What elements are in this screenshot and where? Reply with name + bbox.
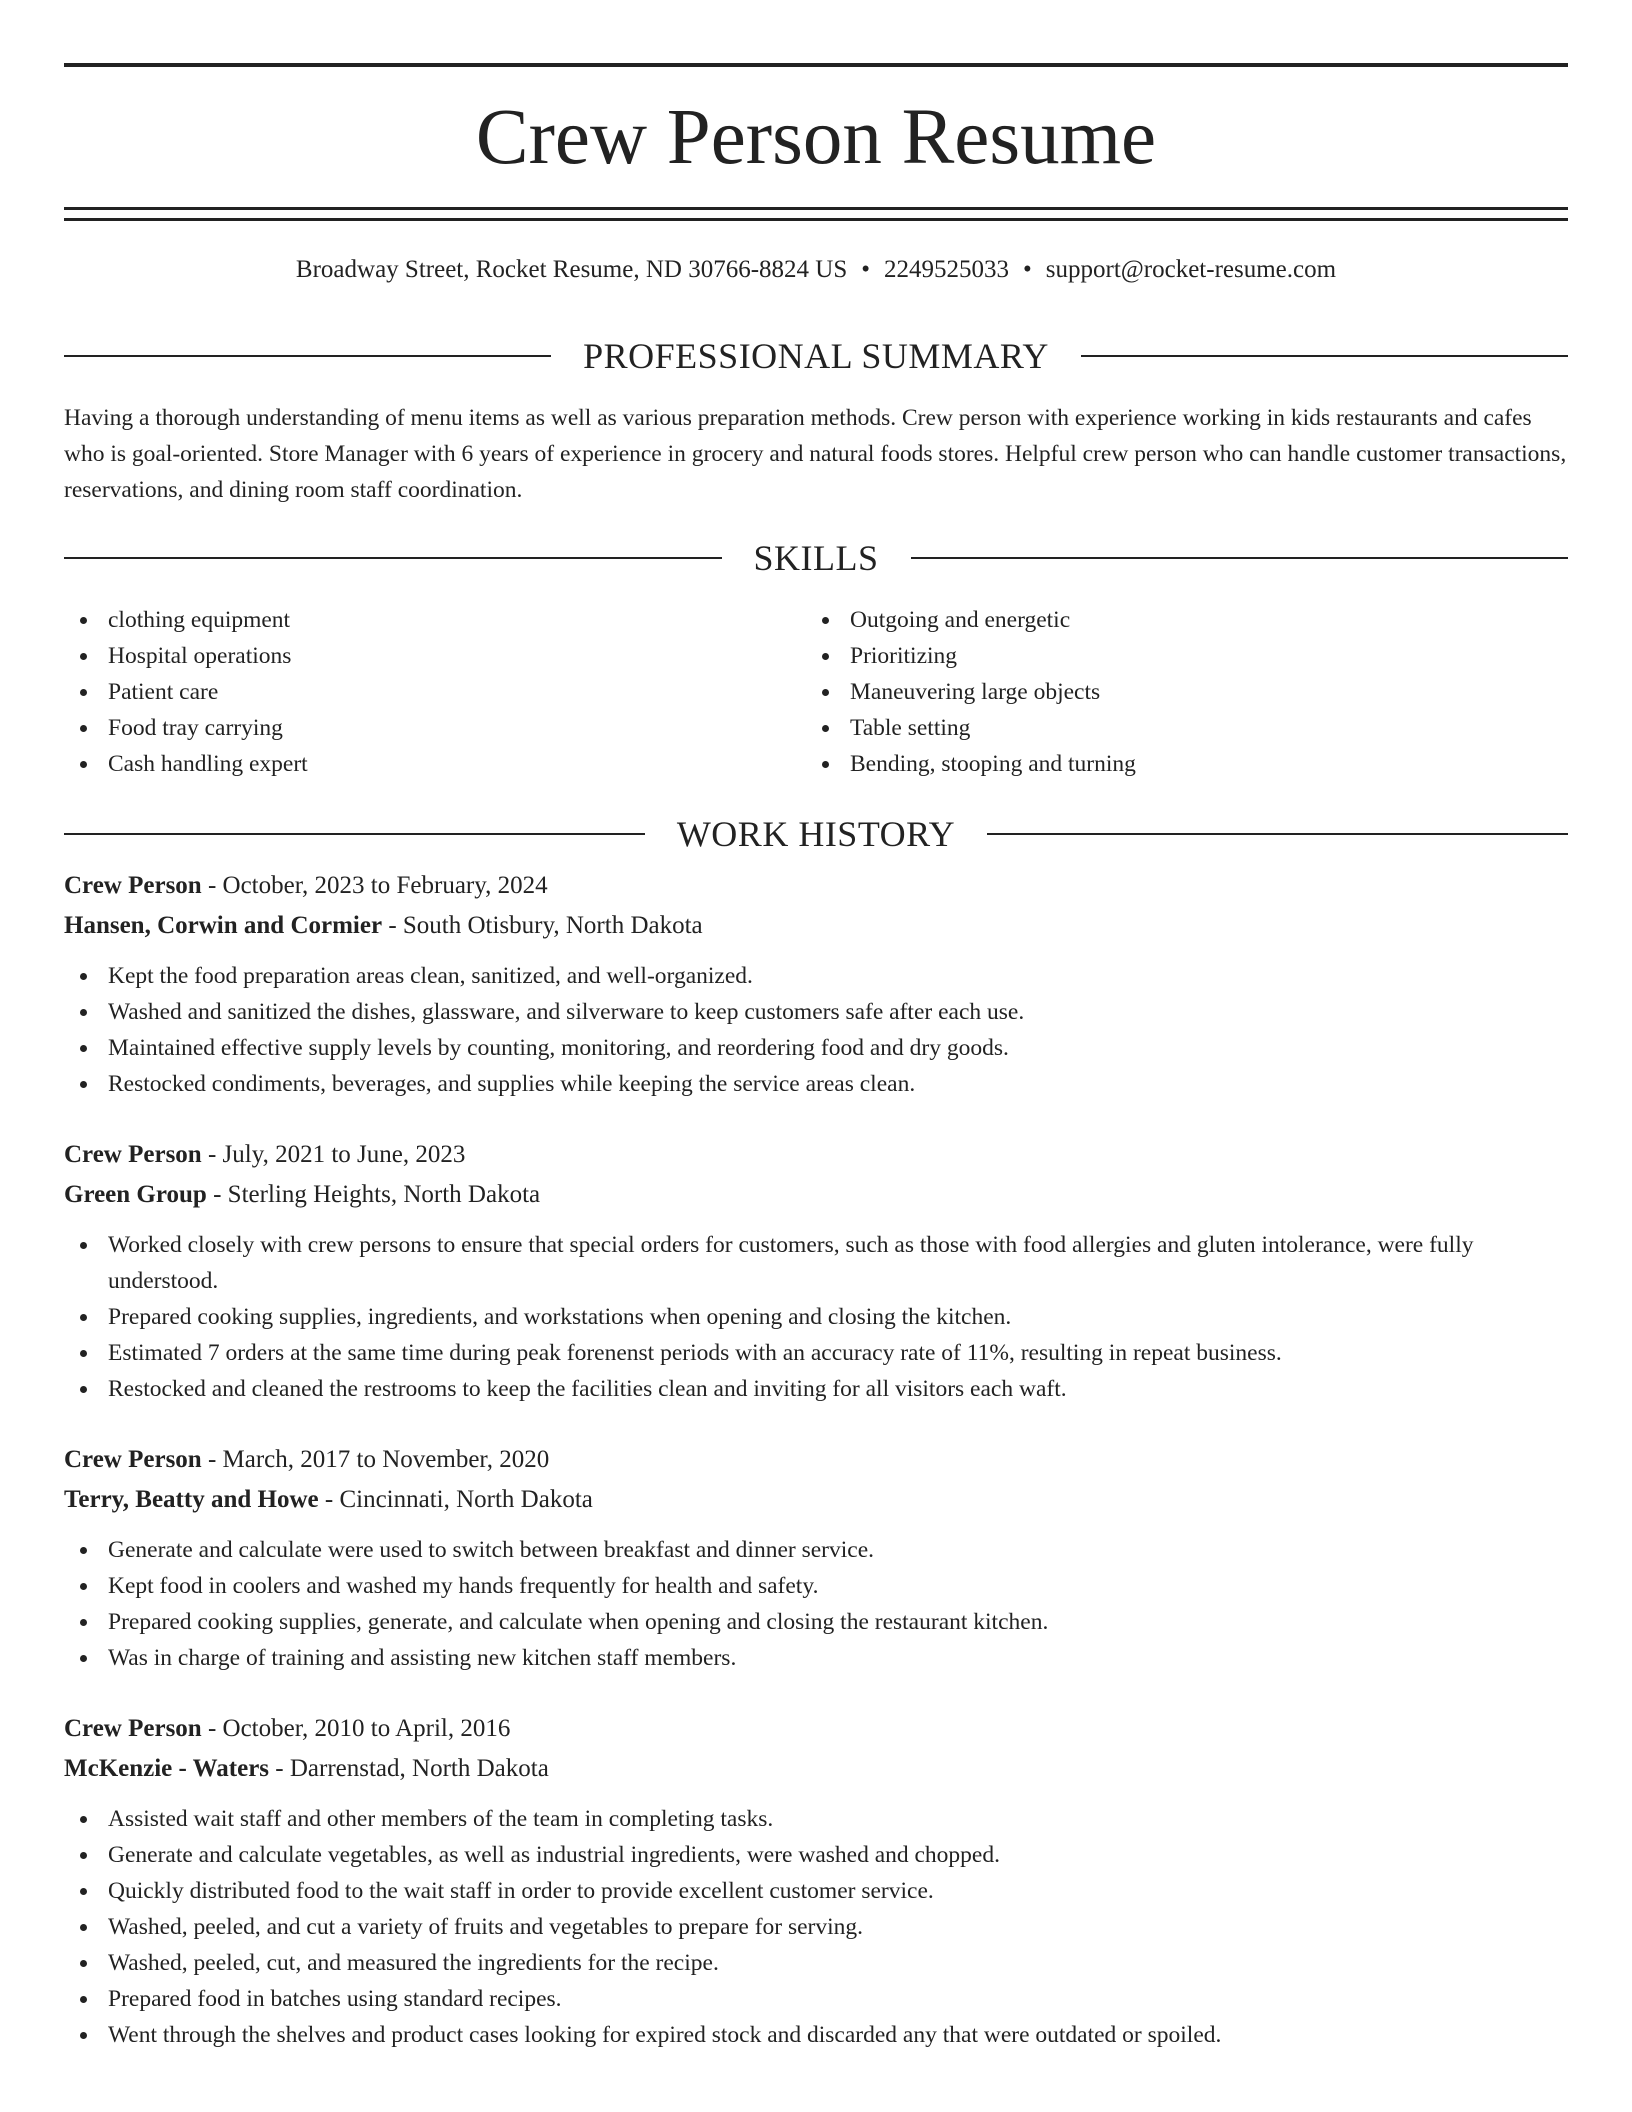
duty-item: Washed, peeled, and cut a variety of fruits and vegetables to prepare for serving. — [64, 1909, 1568, 1945]
job-role: Crew Person — [64, 1446, 202, 1473]
skill-item: Bending, stooping and turning — [806, 746, 1548, 782]
skill-item: Food tray carrying — [64, 710, 806, 746]
duty-item: Kept the food preparation areas clean, sanitized, and well-organized. — [64, 958, 1568, 994]
skill-item: Maneuvering large objects — [806, 674, 1548, 710]
section-rule — [64, 355, 551, 357]
section-heading-work — [64, 811, 1568, 857]
title-double-rule — [64, 207, 1568, 221]
top-rule — [64, 63, 1568, 67]
job-entry — [64, 1709, 1568, 2053]
job-duties — [64, 958, 1568, 1102]
duty-item: Restocked and cleaned the restrooms to keep the facilities clean and inviting for all visitors each waft. — [64, 1371, 1568, 1407]
job-location: - Sterling Heights, North Dakota — [206, 1181, 541, 1208]
skill-item: Table setting — [806, 710, 1548, 746]
section-heading-skills — [64, 535, 1568, 581]
job-company-line — [64, 1175, 1568, 1215]
section-rule — [64, 557, 722, 559]
duty-item: Worked closely with crew persons to ensure that special orders for customers, such as those with food allergies and gluten intolerance, were fully understood. — [64, 1227, 1568, 1299]
skills-column-left — [64, 602, 806, 782]
job-title-line — [64, 1135, 1568, 1175]
skill-item: Outgoing and energetic — [806, 602, 1548, 638]
section-rule — [987, 833, 1568, 835]
duty-item: Generate and calculate were used to switch between breakfast and dinner service. — [64, 1532, 1568, 1568]
duty-item: Washed and sanitized the dishes, glassware, and silverware to keep customers safe after each use. — [64, 994, 1568, 1030]
contact-phone: 2249525033 — [884, 256, 1009, 283]
job-location: - Darrenstad, North Dakota — [269, 1755, 549, 1782]
duty-item: Kept food in coolers and washed my hands frequently for health and safety. — [64, 1568, 1568, 1604]
section-title: SKILLS — [753, 538, 879, 578]
skill-item: Hospital operations — [64, 638, 806, 674]
duty-item: Prepared cooking supplies, ingredients, and workstations when opening and closing the kitchen. — [64, 1299, 1568, 1335]
contact-line — [64, 252, 1568, 288]
duty-item: Assisted wait staff and other members of the team in completing tasks. — [64, 1801, 1568, 1837]
job-location: - South Otisbury, North Dakota — [382, 912, 703, 939]
contact-address: Broadway Street, Rocket Resume, ND 30766-8824 US — [295, 256, 848, 283]
job-role: Crew Person — [64, 1715, 202, 1742]
duty-item: Quickly distributed food to the wait staff in order to provide excellent customer service. — [64, 1873, 1568, 1909]
skill-item: Patient care — [64, 674, 806, 710]
job-company: Terry, Beatty and Howe — [64, 1486, 319, 1513]
job-duties — [64, 1227, 1568, 1407]
section-title: PROFESSIONAL SUMMARY — [583, 336, 1049, 376]
job-company: McKenzie - Waters — [64, 1755, 270, 1782]
duty-item: Restocked condiments, beverages, and supplies while keeping the service areas clean. — [64, 1066, 1568, 1102]
page-title: Crew Person Resume — [475, 94, 1157, 181]
duty-item: Estimated 7 orders at the same time during peak forenenst periods with an accuracy rate of 11%, resulting in repeat business. — [64, 1335, 1568, 1371]
section-heading-summary — [64, 333, 1568, 379]
skill-item: Prioritizing — [806, 638, 1548, 674]
job-company-line — [64, 1480, 1568, 1520]
job-dates: - March, 2017 to November, 2020 — [201, 1446, 550, 1473]
job-dates: - October, 2023 to February, 2024 — [201, 872, 548, 899]
duty-item: Washed, peeled, cut, and measured the ingredients for the recipe. — [64, 1945, 1568, 1981]
skill-item: Cash handling expert — [64, 746, 806, 782]
skills-list — [64, 602, 1568, 782]
job-location: - Cincinnati, North Dakota — [318, 1486, 593, 1513]
job-entry — [64, 866, 1568, 1102]
job-title-line — [64, 1709, 1568, 1749]
job-duties — [64, 1532, 1568, 1676]
summary-text: Having a thorough understanding of menu items as well as various preparation methods. Crew person with experience working in kids restaurants and cafes who is goal-oriented. Store Manager with 6 years of experience in grocery and natural foods stores. Helpful crew person who can handle customer transactions, reservations, and dining room staff coordination. — [64, 405, 1567, 503]
duty-item: Generate and calculate vegetables, as well as industrial ingredients, were washed and chopped. — [64, 1837, 1568, 1873]
job-company-line — [64, 906, 1568, 946]
contact-separator: • — [1023, 256, 1032, 283]
contact-separator: • — [861, 256, 870, 283]
job-role: Crew Person — [64, 872, 202, 899]
skill-item: clothing equipment — [64, 602, 806, 638]
job-role: Crew Person — [64, 1141, 202, 1168]
job-company: Green Group — [64, 1181, 207, 1208]
duty-item: Maintained effective supply levels by counting, monitoring, and reordering food and dry goods. — [64, 1030, 1568, 1066]
section-rule — [1081, 355, 1568, 357]
skills-column-right — [806, 602, 1548, 782]
duty-item: Went through the shelves and product cases looking for expired stock and discarded any that were outdated or spoiled. — [64, 2017, 1568, 2053]
contact-email: support@rocket-resume.com — [1045, 256, 1337, 283]
section-title: WORK HISTORY — [676, 814, 956, 854]
job-entry — [64, 1440, 1568, 1676]
job-title-line — [64, 1440, 1568, 1480]
duty-item: Prepared cooking supplies, generate, and calculate when opening and closing the restaurant kitchen. — [64, 1604, 1568, 1640]
section-rule — [911, 557, 1569, 559]
job-entry — [64, 1135, 1568, 1407]
job-title-line — [64, 866, 1568, 906]
duty-item: Was in charge of training and assisting new kitchen staff members. — [64, 1640, 1568, 1676]
job-duties — [64, 1801, 1568, 2053]
job-dates: - October, 2010 to April, 2016 — [201, 1715, 511, 1742]
job-company: Hansen, Corwin and Cormier — [64, 912, 383, 939]
job-dates: - July, 2021 to June, 2023 — [201, 1141, 466, 1168]
job-company-line — [64, 1749, 1568, 1789]
duty-item: Prepared food in batches using standard recipes. — [64, 1981, 1568, 2017]
section-rule — [64, 833, 645, 835]
